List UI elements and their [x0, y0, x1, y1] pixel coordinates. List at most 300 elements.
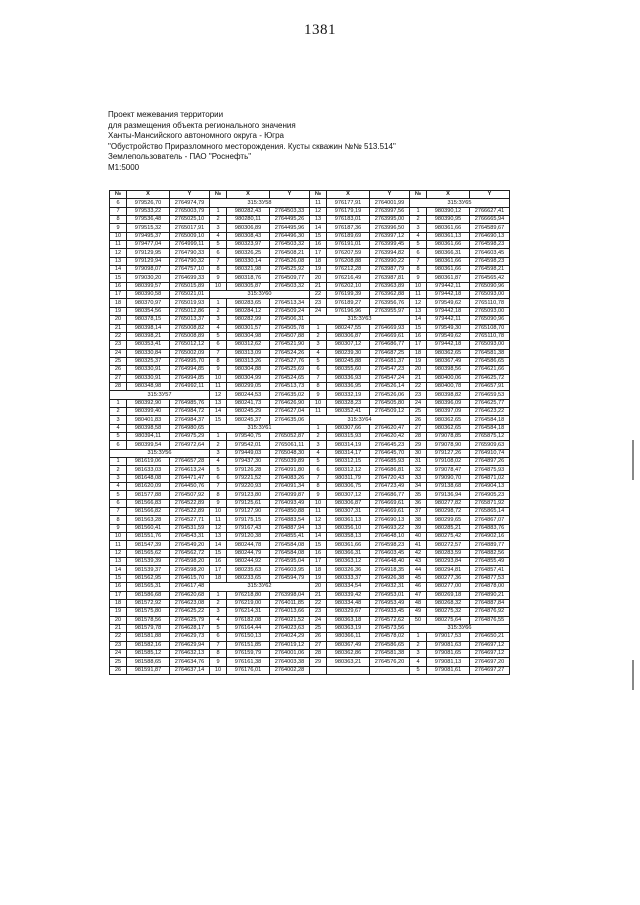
x-coordinate-cell: 979078,85: [427, 432, 470, 440]
point-number-cell: 20: [110, 316, 127, 324]
y-coordinate-cell: 2764506,31: [270, 316, 310, 324]
point-number-cell: 16: [210, 558, 227, 566]
point-number-cell: 15: [410, 324, 427, 332]
y-coordinate-cell: 2764011,85: [270, 599, 310, 607]
table-row: [110, 441, 510, 449]
point-number-cell: 3: [410, 224, 427, 232]
point-number-cell: 32: [410, 466, 427, 474]
point-number-cell: 17: [110, 291, 127, 299]
x-coordinate-cell: 979129,94: [127, 257, 170, 265]
point-number-cell: 20: [410, 366, 427, 374]
point-number-cell: 3: [310, 441, 327, 449]
table-row: [110, 382, 510, 390]
y-coordinate-cell: 2765909,63: [470, 441, 510, 449]
point-number-cell: 19: [310, 266, 327, 274]
x-coordinate-cell: 979030,20: [127, 274, 170, 282]
y-coordinate-cell: 2764634,76: [170, 658, 210, 666]
x-coordinate-cell: 976176,01: [227, 666, 270, 674]
x-coordinate-cell: 980400,06: [427, 374, 470, 382]
point-number-cell: 17: [210, 566, 227, 574]
point-number-cell: 14: [310, 533, 327, 541]
table-row: [110, 633, 510, 641]
y-coordinate-cell: 2764083,26: [270, 474, 310, 482]
y-coordinate-cell: 2764889,77: [470, 541, 510, 549]
point-number-cell: 26: [410, 416, 427, 424]
point-number-cell: 13: [110, 257, 127, 265]
header-line: Землепользователь - ПАО "Роснефть": [108, 152, 252, 162]
point-number-cell: 11: [110, 541, 127, 549]
table-row: [110, 266, 510, 274]
point-number-cell: 10: [310, 499, 327, 507]
x-coordinate-cell: 979442,11: [427, 316, 470, 324]
point-number-cell: 10: [110, 533, 127, 541]
y-coordinate-cell: 2764093,49: [270, 499, 310, 507]
table-row: [110, 533, 510, 541]
table-row: [110, 399, 510, 407]
header-line: для размещения объекта регионального значения: [108, 120, 296, 130]
y-coordinate-cell: 2764471,47: [170, 474, 210, 482]
y-coordinate-cell: 2765012,12: [170, 341, 210, 349]
point-number-cell: 6: [210, 474, 227, 482]
parcel-title-cell: 315:ЗУ61: [210, 424, 310, 432]
y-coordinate-cell: 2764522,89: [170, 508, 210, 516]
x-coordinate-cell: 979442,18: [427, 307, 470, 315]
point-number-cell: 12: [110, 549, 127, 557]
point-number-cell: 16: [310, 241, 327, 249]
y-coordinate-cell: 2765003,79: [170, 207, 210, 215]
y-coordinate-cell: 2764632,13: [170, 649, 210, 657]
x-coordinate-cell: 981575,80: [127, 608, 170, 616]
column-header-number: №: [110, 191, 127, 199]
point-number-cell: 14: [110, 266, 127, 274]
x-coordinate-cell: 981585,12: [127, 649, 170, 657]
table-row: [110, 299, 510, 307]
point-number-cell: 7: [310, 474, 327, 482]
y-coordinate-cell: 2764999,11: [170, 241, 210, 249]
x-coordinate-cell: 980361,66: [427, 266, 470, 274]
point-number-cell: 14: [210, 541, 227, 549]
table-row: [110, 616, 510, 624]
point-number-cell: 41: [410, 541, 427, 549]
point-number-cell: 18: [410, 349, 427, 357]
y-coordinate-cell: 2765875,12: [470, 432, 510, 440]
y-coordinate-cell: 2764503,32: [270, 282, 310, 290]
point-number-cell: 10: [210, 508, 227, 516]
y-coordinate-cell: 2764581,38: [370, 649, 410, 657]
point-number-cell: 7: [410, 257, 427, 265]
x-coordinate-cell: 979536,48: [127, 216, 170, 224]
y-coordinate-cell: 2764024,29: [270, 633, 310, 641]
y-coordinate-cell: 2764603,95: [270, 566, 310, 574]
point-number-cell: 43: [410, 558, 427, 566]
x-coordinate-cell: 980247,55: [327, 324, 370, 332]
y-coordinate-cell: 2763997,56: [370, 207, 410, 215]
y-coordinate-cell: 2764645,70: [370, 449, 410, 457]
table-row: [110, 624, 510, 632]
point-number-cell: 40: [410, 533, 427, 541]
point-number-cell: 42: [410, 549, 427, 557]
y-coordinate-cell: 2763955,97: [370, 307, 410, 315]
point-number-cell: 17: [110, 591, 127, 599]
x-coordinate-cell: 976196,96: [327, 307, 370, 315]
y-coordinate-cell: 2764697,20: [470, 658, 510, 666]
y-coordinate-cell: 2764513,73: [270, 382, 310, 390]
y-coordinate-cell: 2765021,01: [170, 291, 210, 299]
x-coordinate-cell: 980339,42: [327, 591, 370, 599]
point-number-cell: 12: [110, 249, 127, 257]
y-coordinate-cell: 2764021,52: [270, 616, 310, 624]
point-number-cell: 4: [210, 458, 227, 466]
x-coordinate-cell: 980329,67: [327, 608, 370, 616]
table-row: [110, 282, 510, 290]
point-number-cell: 1: [310, 324, 327, 332]
point-number-cell: 12: [210, 391, 227, 399]
point-number-cell: 6: [110, 441, 127, 449]
x-coordinate-cell: 980398,56: [427, 366, 470, 374]
point-number-cell: 19: [110, 307, 127, 315]
point-number-cell: 24: [310, 307, 327, 315]
x-coordinate-cell: 981562,95: [127, 574, 170, 582]
x-coordinate-cell: 979017,53: [427, 633, 470, 641]
column-header-x: X: [327, 191, 370, 199]
parcel-title-cell: 315:ЗУ65: [410, 199, 510, 207]
x-coordinate-cell: 976150,13: [227, 633, 270, 641]
y-coordinate-cell: 2764526,14: [370, 382, 410, 390]
x-coordinate-cell: 976199,39: [327, 291, 370, 299]
point-number-cell: 1: [210, 299, 227, 307]
point-number-cell: 30: [410, 449, 427, 457]
y-coordinate-cell: 2764850,88: [270, 508, 310, 516]
x-coordinate-cell: 979108,02: [427, 458, 470, 466]
point-number-cell: 1: [110, 399, 127, 407]
x-coordinate-cell: 981648,08: [127, 474, 170, 482]
point-number-cell: 2: [110, 466, 127, 474]
point-number-cell: 9: [210, 658, 227, 666]
point-number-cell: 11: [310, 407, 327, 415]
y-coordinate-cell: 2764629,73: [170, 633, 210, 641]
y-coordinate-cell: 2764019,12: [270, 641, 310, 649]
table-row: [110, 257, 510, 265]
point-number-cell: 21: [110, 324, 127, 332]
y-coordinate-cell: 2764878,00: [470, 583, 510, 591]
point-number-cell: 13: [410, 307, 427, 315]
y-coordinate-cell: 2764513,34: [270, 299, 310, 307]
x-coordinate-cell: 980366,31: [327, 549, 370, 557]
point-number-cell: 11: [310, 199, 327, 207]
point-number-cell: 21: [310, 282, 327, 290]
table-row: [110, 549, 510, 557]
x-coordinate-cell: 981619,06: [127, 458, 170, 466]
y-coordinate-cell: 2764984,37: [170, 416, 210, 424]
x-coordinate-cell: 980306,75: [327, 483, 370, 491]
y-coordinate-cell: 2764543,31: [170, 533, 210, 541]
x-coordinate-cell: 976212,28: [327, 266, 370, 274]
point-number-cell: 12: [310, 516, 327, 524]
parcel-title-cell: 315:ЗУ62: [210, 583, 310, 591]
y-coordinate-cell: 2764598,23: [470, 241, 510, 249]
x-coordinate-cell: 980398,21: [127, 332, 170, 340]
y-coordinate-cell: 2764699,33: [170, 274, 210, 282]
table-row: [110, 566, 510, 574]
table-row: [110, 649, 510, 657]
x-coordinate-cell: 979495,37: [127, 232, 170, 240]
x-coordinate-cell: 980336,95: [327, 382, 370, 390]
y-coordinate-cell: 2764547,24: [370, 374, 410, 382]
table-row: [110, 249, 510, 257]
x-coordinate-cell: 976161,38: [227, 658, 270, 666]
point-number-cell: 3: [210, 608, 227, 616]
x-coordinate-cell: 980307,12: [327, 491, 370, 499]
x-coordinate-cell: 979442,11: [427, 282, 470, 290]
point-number-cell: 11: [210, 382, 227, 390]
x-coordinate-cell: 980245,29: [227, 407, 270, 415]
point-number-cell: 4: [410, 658, 427, 666]
point-number-cell: 23: [310, 299, 327, 307]
point-number-cell: 8: [310, 483, 327, 491]
x-coordinate-cell: 980367,49: [327, 641, 370, 649]
point-number-cell: 4: [310, 349, 327, 357]
table-row: [110, 216, 510, 224]
x-coordinate-cell: 979129,95: [127, 249, 170, 257]
y-coordinate-cell: 2764681,37: [370, 357, 410, 365]
y-coordinate-cell: 2765012,86: [170, 307, 210, 315]
x-coordinate-cell: 976159,79: [227, 649, 270, 657]
x-coordinate-cell: 979515,32: [127, 224, 170, 232]
point-number-cell: 36: [410, 499, 427, 507]
y-coordinate-cell: 2764876,55: [470, 616, 510, 624]
table-row: [110, 458, 510, 466]
x-coordinate-cell: 980361,66: [327, 541, 370, 549]
header-line: М1:5000: [108, 162, 140, 172]
x-coordinate-cell: 980284,12: [227, 307, 270, 315]
x-coordinate-cell: 980306,87: [327, 499, 370, 507]
x-coordinate-cell: 979549,30: [427, 324, 470, 332]
y-coordinate-cell: 2764598,21: [470, 266, 510, 274]
point-number-cell: 8: [210, 357, 227, 365]
x-coordinate-cell: 981620,09: [127, 483, 170, 491]
x-coordinate-cell: 976191,01: [327, 241, 370, 249]
point-number-cell: 17: [310, 558, 327, 566]
x-coordinate-cell: 980308,43: [227, 232, 270, 240]
point-number-cell: 34: [410, 483, 427, 491]
y-coordinate-cell: 2764586,65: [470, 357, 510, 365]
point-number-cell: 25: [410, 407, 427, 415]
y-coordinate-cell: 2765108,70: [470, 324, 510, 332]
x-coordinate-cell: 980282,43: [227, 207, 270, 215]
y-coordinate-cell: 2764620,47: [370, 424, 410, 432]
point-number-cell: 9: [210, 274, 227, 282]
x-coordinate-cell: 980311,79: [327, 474, 370, 482]
y-coordinate-cell: 2764507,88: [270, 332, 310, 340]
x-coordinate-cell: 980401,83: [127, 416, 170, 424]
x-coordinate-cell: 979127,26: [427, 449, 470, 457]
x-coordinate-cell: 979549,62: [427, 299, 470, 307]
table-row: [110, 599, 510, 607]
point-number-cell: 10: [410, 282, 427, 290]
point-number-cell: 9: [310, 491, 327, 499]
y-coordinate-cell: 2764690,13: [470, 232, 510, 240]
x-coordinate-cell: 981579,78: [127, 624, 170, 632]
x-coordinate-cell: 980235,63: [227, 566, 270, 574]
x-coordinate-cell: 980363,12: [327, 558, 370, 566]
x-coordinate-cell: 980304,98: [227, 332, 270, 340]
point-number-cell: 4: [210, 324, 227, 332]
x-coordinate-cell: 980304,88: [227, 366, 270, 374]
point-number-cell: 9: [310, 391, 327, 399]
y-coordinate-cell: 2764697,12: [470, 641, 510, 649]
y-coordinate-cell: 2764790,32: [170, 257, 210, 265]
point-number-cell: 19: [110, 608, 127, 616]
point-number-cell: 9: [410, 274, 427, 282]
x-coordinate-cell: 979090,70: [427, 474, 470, 482]
table-row: [110, 232, 510, 240]
point-number-cell: 27: [110, 374, 127, 382]
table-row: [110, 666, 510, 674]
y-coordinate-cell: 2764547,23: [370, 366, 410, 374]
y-coordinate-cell: 2764625,79: [170, 616, 210, 624]
x-coordinate-cell: 980390,95: [427, 216, 470, 224]
y-coordinate-cell: 2764013,66: [270, 608, 310, 616]
table-row: [110, 307, 510, 315]
column-header-y: Y: [370, 191, 410, 199]
table-body: [110, 199, 510, 675]
x-coordinate-cell: 980269,18: [427, 591, 470, 599]
y-coordinate-cell: 2765110,78: [470, 299, 510, 307]
y-coordinate-cell: 2764091,34: [270, 483, 310, 491]
point-number-cell: 6: [310, 466, 327, 474]
x-coordinate-cell: 979540,75: [227, 432, 270, 440]
table-row: [110, 341, 510, 349]
point-number-cell: 3: [110, 474, 127, 482]
point-number-cell: 2: [310, 432, 327, 440]
point-number-cell: 25: [310, 624, 327, 632]
x-coordinate-cell: 980334,48: [327, 599, 370, 607]
x-coordinate-cell: 980325,37: [127, 357, 170, 365]
point-number-cell: 11: [410, 291, 427, 299]
x-coordinate-cell: 980280,11: [227, 216, 270, 224]
point-number-cell: 17: [410, 341, 427, 349]
y-coordinate-cell: 2764573,56: [370, 624, 410, 632]
column-header-x: X: [127, 191, 170, 199]
parcel-title-cell: 315:ЗУ56: [110, 449, 210, 457]
x-coordinate-cell: 981565,62: [127, 549, 170, 557]
y-coordinate-cell: 2763987,79: [370, 266, 410, 274]
point-number-cell: 12: [410, 299, 427, 307]
x-coordinate-cell: 980307,66: [327, 424, 370, 432]
point-number-cell: 23: [410, 391, 427, 399]
y-coordinate-cell: 2764980,65: [170, 424, 210, 432]
point-number-cell: 20: [310, 583, 327, 591]
x-coordinate-cell: 979442,18: [427, 291, 470, 299]
y-coordinate-cell: 2764508,21: [270, 249, 310, 257]
point-number-cell: 24: [110, 349, 127, 357]
y-coordinate-cell: 2764531,59: [170, 524, 210, 532]
point-number-cell: 27: [410, 424, 427, 432]
point-number-cell: 26: [310, 633, 327, 641]
point-number-cell: 8: [310, 382, 327, 390]
x-coordinate-cell: 980318,76: [227, 274, 270, 282]
y-coordinate-cell: 2763962,88: [370, 291, 410, 299]
y-coordinate-cell: 2764603,45: [370, 549, 410, 557]
y-coordinate-cell: 2764659,53: [470, 391, 510, 399]
y-coordinate-cell: 2763956,76: [370, 299, 410, 307]
y-coordinate-cell: 2765008,82: [170, 324, 210, 332]
x-coordinate-cell: 980323,97: [227, 241, 270, 249]
table-row: [110, 466, 510, 474]
point-number-cell: 5: [410, 666, 427, 674]
x-coordinate-cell: 981586,68: [127, 591, 170, 599]
point-number-cell: [310, 666, 327, 674]
scan-edge-mark: [632, 440, 634, 480]
y-coordinate-cell: 2764669,61: [370, 499, 410, 507]
x-coordinate-cell: 979449,03: [227, 449, 270, 457]
x-coordinate-cell: 976219,00: [227, 599, 270, 607]
point-number-cell: 29: [410, 441, 427, 449]
x-coordinate-cell: 976216,49: [327, 274, 370, 282]
table-row: [110, 349, 510, 357]
y-coordinate-cell: 2764586,65: [370, 641, 410, 649]
x-coordinate-cell: 979081,13: [427, 658, 470, 666]
table-row: [110, 241, 510, 249]
point-number-cell: 13: [310, 216, 327, 224]
y-coordinate-cell: 2764876,92: [470, 608, 510, 616]
x-coordinate-cell: 980361,66: [427, 241, 470, 249]
y-coordinate-cell: 2764581,38: [470, 349, 510, 357]
y-coordinate-cell: 2764503,32: [270, 241, 310, 249]
y-coordinate-cell: 2764527,71: [170, 516, 210, 524]
y-coordinate-cell: 2765093,00: [470, 341, 510, 349]
table-row: [110, 591, 510, 599]
y-coordinate-cell: 2766627,41: [470, 207, 510, 215]
point-number-cell: 44: [410, 566, 427, 574]
point-number-cell: 2: [210, 441, 227, 449]
x-coordinate-cell: 980283,59: [427, 549, 470, 557]
point-number-cell: 6: [210, 633, 227, 641]
y-coordinate-cell: 2764992,11: [170, 382, 210, 390]
point-number-cell: 31: [410, 458, 427, 466]
y-coordinate-cell: 2764650,21: [470, 633, 510, 641]
x-coordinate-cell: 980307,31: [327, 508, 370, 516]
x-coordinate-cell: 981565,31: [127, 583, 170, 591]
y-coordinate-cell: 2764669,61: [370, 332, 410, 340]
x-coordinate-cell: 980390,58: [127, 291, 170, 299]
y-coordinate-cell: 2764975,29: [170, 432, 210, 440]
x-coordinate-cell: 980356,10: [327, 524, 370, 532]
x-coordinate-cell: 980354,56: [127, 307, 170, 315]
x-coordinate-cell: 981633,03: [127, 466, 170, 474]
point-number-cell: 29: [310, 658, 327, 666]
point-number-cell: 24: [110, 649, 127, 657]
point-number-cell: 35: [410, 491, 427, 499]
y-coordinate-cell: 2764598,20: [170, 566, 210, 574]
x-coordinate-cell: 980400,78: [427, 382, 470, 390]
point-number-cell: 23: [110, 641, 127, 649]
point-number-cell: 4: [210, 232, 227, 240]
point-number-cell: 9: [210, 499, 227, 507]
y-coordinate-cell: 2765865,14: [470, 508, 510, 516]
y-coordinate-cell: 2764507,92: [170, 491, 210, 499]
x-coordinate-cell: 981578,56: [127, 616, 170, 624]
point-number-cell: 3: [210, 316, 227, 324]
point-number-cell: 24: [410, 399, 427, 407]
x-coordinate-cell: 980398,58: [127, 424, 170, 432]
y-coordinate-cell: 2764623,08: [170, 599, 210, 607]
x-coordinate-cell: 981591,87: [127, 666, 170, 674]
x-coordinate-cell: 980233,65: [227, 574, 270, 582]
y-coordinate-cell: 2764926,38: [370, 574, 410, 582]
y-coordinate-cell: 2764527,76: [270, 357, 310, 365]
x-coordinate-cell: 980348,98: [127, 382, 170, 390]
